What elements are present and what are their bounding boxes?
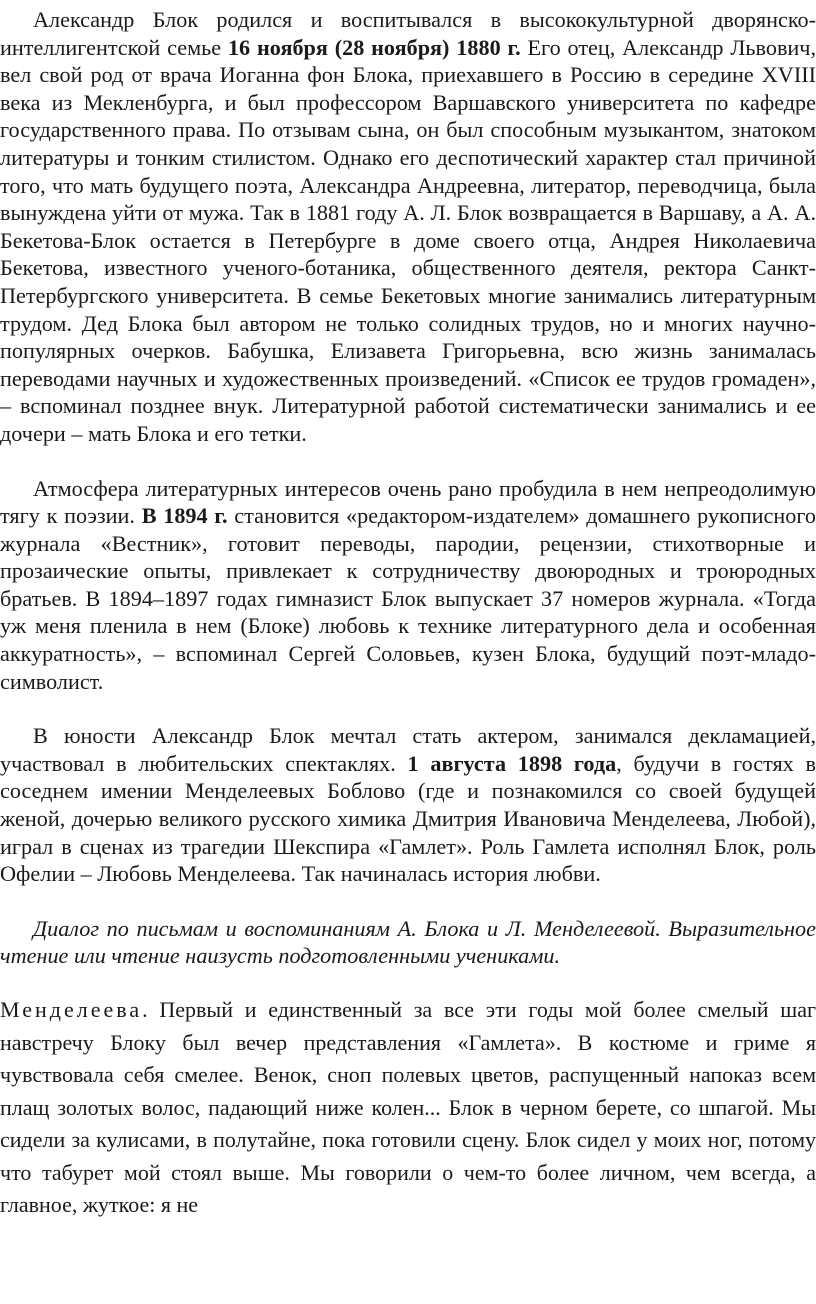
dialog-text: . Первый и единственный за все эти годы мой более смелый шаг навстречу Блоку был вечер представления «Гамлета». В костюме и гриме я чувствовала себя смелее. Венок, сноп полевых цветов, распущенный напоказ всем плащ золотых волос, падающий ниже колен... Блок в черном берете, со шпагой. Мы сидели за кулисами, в полутайне, пока готовили сцену. Блок сидел у моих ног, потому что табурет мой стоял выше. Мы говорили о чем-то более личном, чем всегда, а главное, жуткое: я не [0,997,816,1217]
paragraph-dialog-mendeleeva [0,994,816,1222]
paragraph-spacer [0,695,816,722]
paragraph-biography-birth [0,6,816,448]
date-highlight: 1 августа 1898 года [407,750,617,776]
paragraph-text: становится «редактором-издателем» домашнего рукописного журнала «Вестник», готовит переводы, пародии, рецензии, стихотворные и прозаические опыты, привлекает к сотрудничеству двоюродных и троюродных братьев. В 1894–1897 годах гимназист Блок выпускает 37 номеров журнала. «Тогда уж меня пленила в нем (Блоке) любовь к технике литературного дела и особенная аккуратность», – вспоминал Сергей Соловьев, кузен Блока, будущий поэт-младо-символист. [0,503,816,694]
paragraph-text: , будучи в гостях в соседнем имении Менделеевых Боблово (где и познакомился со своей будущей женой, дочерью великого русского химика Дмитрия Ивановича Менделеева, Любой), играл в сценах из трагедии Шекспира «Гамлет». Роль Гамлета исполнял Блок, роль Офелии – Любовь Менделеева. Так начиналась история любви. [0,750,816,887]
paragraph-spacer [0,970,816,994]
date-highlight: В 1894 г. [141,503,228,529]
paragraph-dialog-instruction [0,915,816,970]
paragraph-text: Атмосфера литературных интересов очень рано пробудила в нем непреодолимую тягу к поэзии. [0,475,816,529]
paragraph-text: Его отец, Александр Львович, вел свой род от врача Иоганна фон Блока, приехавшего в Россию в середине XVIII века из Мекленбурга, и был профессором Варшавского университета по кафедре государственного права. По отзывам сына, он был способным музыкантом, знатоком литературы и тонким стилистом. Однако его деспотический характер стал причиной того, что мать будущего поэта, Александра Андреевна, литератор, переводчица, была вынуждена уйти от мужа. Так в 1881 году А. Л. Блок возвращается в Варшаву, а А. А. Бекетова-Блок остается в Петербурге в доме своего отца, Андрея Николаевича Бекетова, известного ученого-ботаника, общественного деятеля, ректора Санкт-Петербургского университета. В семье Бекетовых многие занимались литературным трудом. Дед Блока был автором не только солидных трудов, но и многих научно-популярных очерков. Бабушка, Елизавета Григорьевна, всю жизнь занималась переводами научных и художественных произведений. «Список ее трудов громаден», – вспоминал позднее внук. Литературной работой систематически занимались и ее дочери – мать Блока и его тетки. [0,34,816,446]
paragraph-text: Александр Блок родился и воспитывался в высококультурной дворянско-интеллигентской семье [0,7,816,60]
paragraph-biography-youth [0,722,816,888]
speaker-name: Менделеева [0,997,143,1022]
date-highlight: 16 ноября (28 ноября) 1880 г. [227,34,521,60]
instruction-text: Диалог по письмам и воспоминаниям А. Блока и Л. Менделеевой. Выразительное чтение или чтение наизусть подготовленными учениками. [0,915,816,969]
paragraph-spacer [0,448,816,475]
paragraph-text: В юности Александр Блок мечтал стать актером, занимался декламацией, участвовал в любительских спектаклях. [0,723,816,776]
paragraph-spacer [0,888,816,915]
paragraph-biography-poetry [0,475,816,696]
